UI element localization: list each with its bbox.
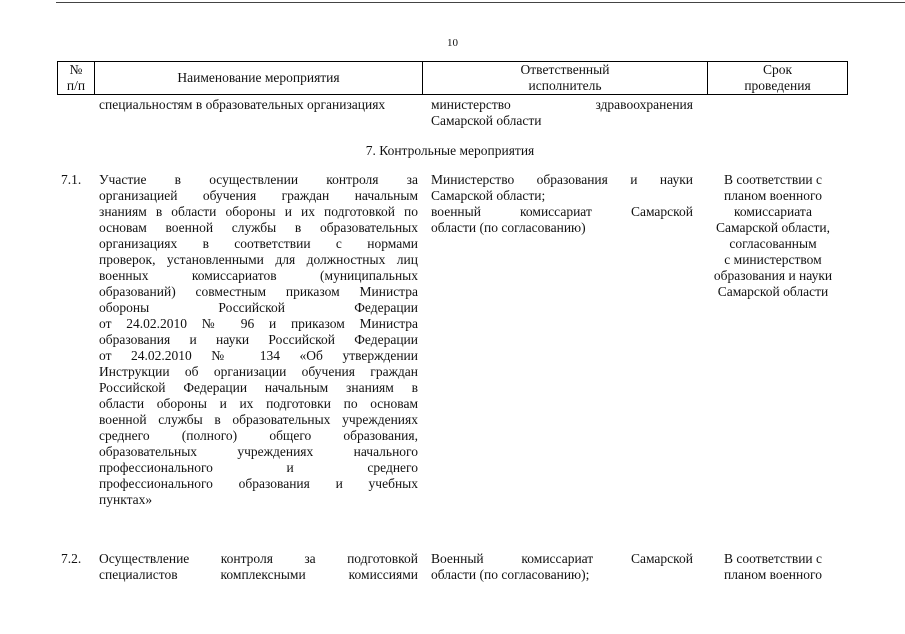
- text-line: с министерством: [724, 252, 822, 267]
- header-num-line1: №: [69, 62, 83, 77]
- text-line: среднего (полного) общего образования,: [99, 428, 418, 443]
- text-line: обороны Российской Федерации: [99, 300, 418, 315]
- text-line: военных комиссариатов (муниципальных: [99, 268, 418, 283]
- text-line: Самарской области,: [716, 220, 830, 235]
- item-number: 7.1.: [61, 172, 82, 187]
- text-line: Министерство образования и науки: [431, 172, 693, 187]
- text-line: военный комиссариат Самарской: [431, 204, 693, 219]
- item-date: [703, 172, 843, 300]
- text-line: области обороны и их подготовки по основам: [99, 396, 418, 411]
- text-line: комиссариата: [734, 204, 812, 219]
- item-name: [99, 551, 418, 583]
- text-line: планом военного: [724, 567, 822, 582]
- text-line: согласованным: [729, 236, 817, 251]
- text-line: Самарской области: [717, 284, 829, 299]
- item-number: 7.2.: [61, 551, 82, 566]
- item-name: [99, 172, 418, 508]
- text-line: образования и науки Российской Федерации: [99, 332, 418, 347]
- text-line: Осуществление контроля за подготовкой: [99, 551, 418, 566]
- section-title: 7. Контрольные мероприятия: [365, 143, 535, 158]
- text-line: области (по согласованию);: [431, 567, 590, 582]
- text-line: области (по согласованию): [431, 220, 586, 235]
- header-date-line1: Срок: [762, 62, 793, 77]
- text-line: Российской Федерации начальным знаниям в: [99, 380, 418, 395]
- text-line: Инструкции об организации обучения граждан: [99, 364, 418, 379]
- text-line: В соответствии с: [723, 551, 823, 566]
- header-date: [708, 62, 848, 95]
- text-line: организацией обучения граждан начальным: [99, 188, 418, 203]
- header-responsible: [423, 62, 708, 95]
- text-line: профессионального образования и учебных: [99, 476, 418, 491]
- text-line: планом военного: [724, 188, 822, 203]
- text-line: министерство здравоохранения: [431, 97, 693, 112]
- text-line: Военный комиссариат Самарской: [431, 551, 693, 566]
- header-num: [58, 62, 95, 95]
- text-line: образования и науки: [713, 268, 833, 283]
- text-line: специальностям в образовательных организациях: [99, 97, 386, 112]
- text-line: военной службы в образовательных учреждениях: [99, 412, 418, 427]
- page-number: 10: [447, 37, 458, 49]
- item-responsible: [431, 172, 693, 236]
- item-date: [703, 551, 843, 583]
- text-line: специалистов комплексными комиссиями: [99, 567, 418, 582]
- header-resp-line2: исполнитель: [528, 78, 602, 93]
- header-name: Наименование мероприятия: [95, 62, 423, 95]
- header-date-line2: проведения: [744, 78, 811, 93]
- header-num-line2: п/п: [66, 78, 86, 93]
- header-resp-line1: Ответственный: [520, 62, 610, 77]
- continuation-name: [99, 97, 418, 113]
- text-line: Самарской области;: [431, 188, 546, 203]
- top-rule: [56, 2, 905, 3]
- text-line: В соответствии с: [723, 172, 823, 187]
- text-line: проверок, установленными для должностных лиц: [99, 252, 418, 267]
- table-header: [57, 61, 848, 95]
- text-line: профессионального и среднего: [99, 460, 418, 475]
- continuation-responsible: [431, 97, 693, 129]
- text-line: организациях в соответствии с нормами: [99, 236, 418, 251]
- text-line: образований) совместным приказом Министра: [99, 284, 418, 299]
- text-line: Самарской области: [431, 113, 542, 128]
- text-line: от 24.02.2010 № 96 и приказом Министра: [99, 316, 418, 331]
- item-responsible: [431, 551, 693, 583]
- text-line: образовательных учреждениях начального: [99, 444, 418, 459]
- text-line: основам военной службы в образовательных: [99, 220, 418, 235]
- text-line: знаниям в области обороны и их подготовкой по: [99, 204, 418, 219]
- text-line: от 24.02.2010 № 134 «Об утверждении: [99, 348, 418, 363]
- text-line: Участие в осуществлении контроля за: [99, 172, 418, 187]
- text-line: пунктах»: [99, 492, 153, 507]
